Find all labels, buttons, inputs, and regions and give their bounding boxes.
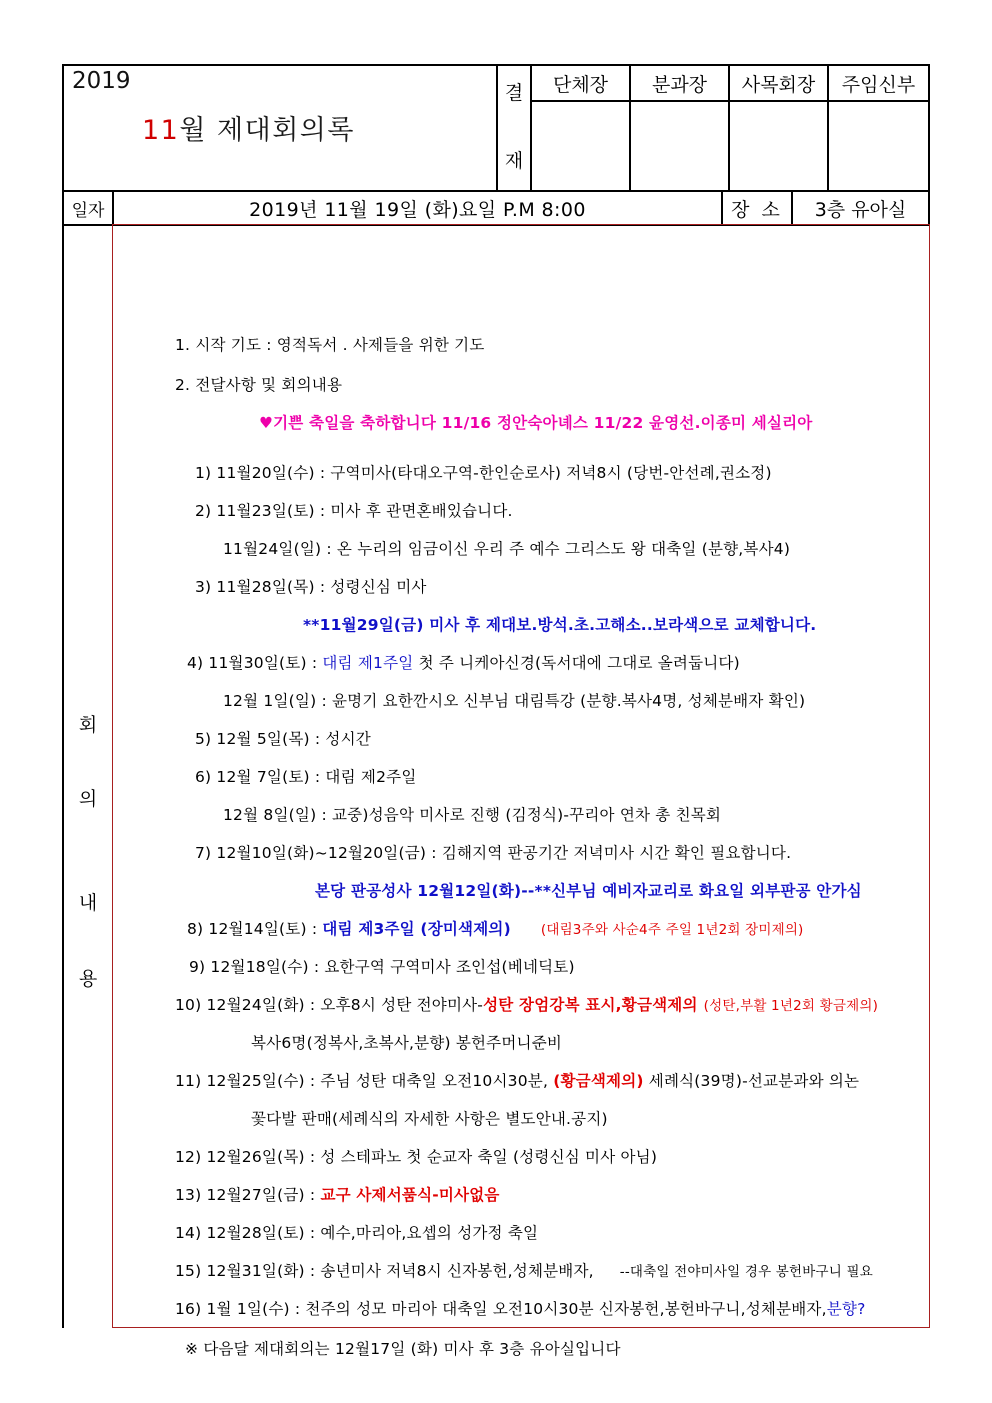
approval-column-samokhoejang [730, 66, 829, 190]
title-cell [64, 66, 498, 190]
schedule-item-5: 5) 12월 5일(목) : 성시간 [195, 730, 371, 748]
schedule-item-11-suffix: 세례식(39명)-선교분과와 의논 [643, 1072, 860, 1090]
schedule-item-10b: 복사6명(정복사,초복사,분향) 봉헌주머니준비 [251, 1034, 563, 1052]
schedule-item-16 [175, 1301, 866, 1318]
schedule-item-8-annotation: (대림3주와 사순4주 주일 1년2회 장미제의) [540, 922, 804, 938]
approval-label-top: 결 [504, 82, 524, 104]
place-label: 장 소 [723, 192, 793, 224]
schedule-item-4-highlight: 대림 제1주일 [322, 654, 414, 672]
schedule-item-11b: 꽃다발 판매(세례식의 자세한 사항은 별도안내.공지) [251, 1110, 608, 1128]
schedule-item-13 [175, 1187, 500, 1204]
schedule-item-10-prefix: 10) 12월24일(화) : 오후8시 성탄 전야미사- [175, 996, 484, 1014]
date-row [62, 190, 930, 226]
side-label-char-4: 용 [78, 968, 98, 990]
title-rest: 월 제대회의록 [179, 115, 355, 146]
place-value: 3층 유아실 [814, 198, 907, 221]
approval-header-samokhoejang: 사목회장 [730, 66, 827, 102]
schedule-item-2b: 11월24일(일) : 온 누리의 임금이신 우리 주 예수 그리스도 왕 대축일 (분향,복사4) [223, 540, 791, 558]
body-row [62, 224, 930, 1358]
schedule-item-3: 3) 11월28일(목) : 성령신심 미사 [195, 578, 427, 596]
page-title [142, 108, 355, 147]
approval-label-bottom: 재 [504, 150, 524, 172]
note-altar-cloth-change: **11월29일(금) 미사 후 제대보.방석.초.고해소..보라색으로 교체합니다. [303, 616, 817, 634]
approval-signature-danchejang[interactable] [532, 102, 629, 190]
schedule-item-10-highlight: 성탄 장엄강복 표시,황금색제의 [483, 996, 698, 1014]
approval-signature-bungwajang[interactable] [631, 102, 728, 190]
schedule-item-16-highlight: 분향? [826, 1300, 866, 1318]
side-label-char-2: 의 [78, 788, 98, 810]
schedule-item-13-highlight: 교구 사제서품식-미사없음 [320, 1186, 500, 1204]
birthday-greeting: ♥기쁜 축일을 축하합니다 11/16 정안숙아녜스 11/22 윤영선.이종미 세실리아 [259, 414, 813, 432]
schedule-item-10-annotation: (성탄,부활 1년2회 황금제의) [703, 998, 879, 1014]
schedule-item-6b: 12월 8일(일) : 교중)성음악 미사로 진행 (김정식)-꾸리아 연차 총 친목회 [223, 806, 722, 824]
meeting-minutes-form [62, 64, 930, 1358]
schedule-item-8 [187, 921, 804, 938]
schedule-item-11-highlight: (황금색제의) [553, 1072, 644, 1090]
year-label: 2019 [72, 68, 131, 94]
approval-signature-juimsinbu[interactable] [829, 102, 928, 190]
schedule-item-2: 2) 11월23일(토) : 미사 후 관면혼배있습니다. [195, 502, 513, 520]
approval-signature-samokhoejang[interactable] [730, 102, 827, 190]
approval-column-juimsinbu [829, 66, 928, 190]
agenda-item-1: 1. 시작 기도 : 영적독서 . 사제들을 위한 기도 [175, 336, 485, 354]
approval-column-danchejang [532, 66, 631, 190]
schedule-item-8-prefix: 8) 12월14일(토) : [187, 920, 323, 938]
schedule-item-8-highlight: 대림 제3주일 (장미색제의) [322, 920, 511, 938]
note-parish-confession: 본당 판공성사 12월12일(화)--**신부님 예비자교리로 화요일 외부판공 안가심 [315, 882, 862, 900]
side-label-column [64, 224, 112, 1328]
title-month: 11 [142, 115, 180, 146]
approval-table [498, 66, 928, 190]
approval-columns [532, 66, 928, 190]
schedule-item-15-prefix: 15) 12월31일(화) : 송년미사 저녁8시 신자봉헌,성체분배자, [175, 1262, 594, 1280]
schedule-item-11 [175, 1073, 859, 1090]
minutes-content [112, 224, 930, 1358]
schedule-item-16-prefix: 16) 1월 1일(수) : 천주의 성모 마리아 대축일 오전10시30분 신자봉헌,봉헌바구니,성체분배자, [175, 1300, 827, 1318]
schedule-item-4-prefix: 4) 11월30일(토) : [187, 654, 323, 672]
side-label-char-3: 내 [78, 892, 98, 914]
schedule-item-1: 1) 11월20일(수) : 구역미사(타대오구역-한인순로사) 저녁8시 (당번-안선례,권소정) [195, 464, 772, 482]
side-label-char-1: 회 [78, 714, 98, 736]
date-value: 2019년 11월 19일 (화)요일 P.M 8:00 [114, 192, 723, 224]
agenda-item-2: 2. 전달사항 및 회의내용 [175, 376, 343, 394]
approval-column-bungwajang [631, 66, 730, 190]
schedule-item-15-annotation: --대축일 전야미사일 경우 봉헌바구니 필요 [619, 1264, 873, 1280]
schedule-item-13-prefix: 13) 12월27일(금) : [175, 1186, 321, 1204]
approval-header-juimsinbu: 주임신부 [829, 66, 928, 102]
schedule-item-15 [175, 1263, 873, 1280]
schedule-item-6: 6) 12월 7일(토) : 대림 제2주일 [195, 768, 417, 786]
schedule-item-4b: 12월 1일(일) : 윤명기 요한깐시오 신부님 대림특강 (분향.복사4명, 성체분배자 확인) [223, 692, 806, 710]
schedule-item-10 [175, 997, 878, 1014]
schedule-item-14: 14) 12월28일(토) : 예수,마리아,요셉의 성가정 축일 [175, 1224, 539, 1242]
approval-label-cell [498, 66, 532, 190]
next-meeting-note: ※ 다음달 제대회의는 12월17일 (화) 미사 후 3층 유아실입니다 [185, 1340, 621, 1358]
schedule-item-9: 9) 12월18일(수) : 요한구역 구역미사 조인섭(베네딕토) [189, 958, 575, 976]
header-row [62, 64, 930, 190]
schedule-item-11-prefix: 11) 12월25일(수) : 주님 성탄 대축일 오전10시30분, [175, 1072, 554, 1090]
approval-header-bungwajang: 분과장 [631, 66, 728, 102]
schedule-item-4 [187, 655, 740, 672]
date-label: 일자 [64, 192, 114, 224]
approval-header-danchejang: 단체장 [532, 66, 629, 102]
schedule-item-4-suffix: 첫 주 니케아신경(독서대에 그대로 올려둡니다) [413, 654, 740, 672]
schedule-item-12: 12) 12월26일(목) : 성 스테파노 첫 순교자 축일 (성령신심 미사 아님) [175, 1148, 658, 1166]
schedule-item-7: 7) 12월10일(화)~12월20일(금) : 김해지역 판공기간 저녁미사 시간 확인 필요합니다. [195, 844, 792, 862]
